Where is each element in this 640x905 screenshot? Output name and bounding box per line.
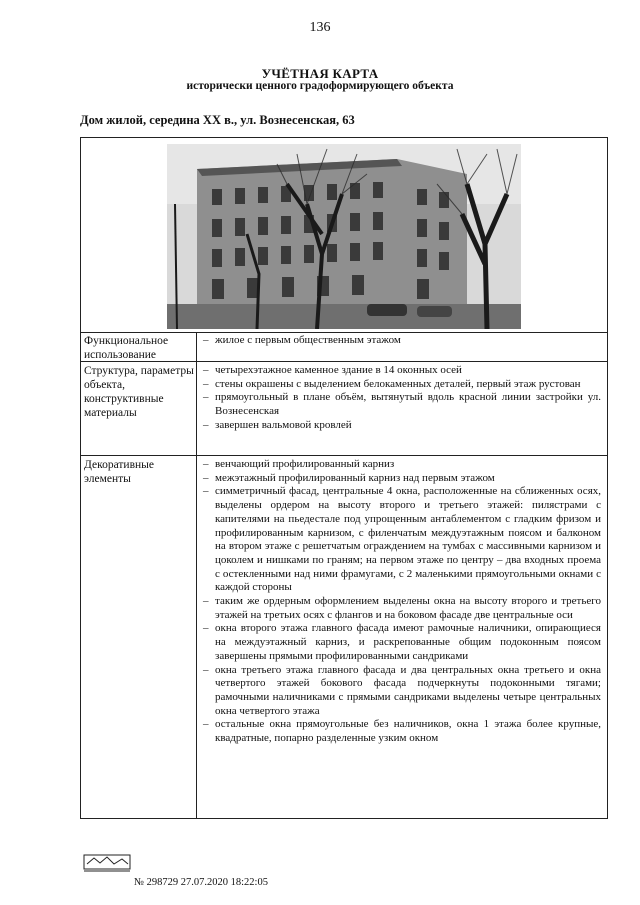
document-number: № 298729 27.07.2020 18:22:05: [134, 877, 268, 888]
column-divider: [196, 332, 197, 361]
column-divider: [196, 362, 197, 455]
list-item: – таким же ордерным оформлением выделены окна на высоту второго и третьего этажей на третьих осях с флангов и на боковом фасаде две центральные оси: [203, 595, 601, 622]
page-number: 136: [309, 20, 331, 35]
card-subtitle: исторически ценного градоформирующего объекта: [186, 80, 454, 92]
row-structure: [81, 362, 607, 456]
registry-stamp-icon: [82, 852, 146, 874]
list-item: – стены окрашены с выделением белокаменных деталей, первый этаж рустован: [203, 378, 601, 392]
list-item: – окна третьего этажа главного фасада и два центральных окна третьего и окна четвертого этажей бокового фасада подчеркнуты подоконными тягами; рамочными наличниками с прямыми сандриками выделены четыре центральных окна четвертого этажа: [203, 664, 601, 719]
list-item: – четырехэтажное каменное здание в 14 оконных осей: [203, 364, 601, 378]
row-items: [203, 364, 601, 433]
building-photo-drawing: [167, 144, 521, 329]
list-item: – окна второго этажа главного фасада имеют рамочные наличники, опирающиеся на междуэтажный карниз, и раскрепованные общим подоконным поясом завершены прямыми профилированными сандриками: [203, 622, 601, 663]
list-item: – прямоугольный в плане объём, вытянутый вдоль красной линии застройки ул. Вознесенская: [203, 391, 601, 418]
row-label: Декоративные элементы: [84, 459, 154, 485]
row-label: Структура, параметры объекта, конструктивные материалы: [84, 365, 194, 419]
row-items: [203, 334, 601, 348]
list-item: – завершен вальмовой кровлей: [203, 419, 601, 433]
list-item: – венчающий профилированный карниз: [203, 458, 601, 472]
row-functional-use: [81, 332, 607, 362]
building-photo: [167, 144, 521, 329]
list-item: – межэтажный профилированный карниз над первым этажом: [203, 472, 601, 486]
row-label: Функциональное использование: [84, 335, 169, 361]
card-title: УЧЁТНАЯ КАРТА: [261, 66, 379, 81]
object-name: Дом жилой, середина XX в., ул. Вознесенская, 63: [80, 113, 355, 127]
record-card-table: [80, 137, 608, 819]
column-divider: [196, 456, 197, 818]
list-item: – симметричный фасад, центральные 4 окна, расположенные на сближенных осях, выделены ордером на высоту второго и третьего этажей: пилястрами с капителями на пьедестале под упрощенным антаблементом с гладким фризом и профилированным карнизом, с филенчатым междуэтажным поясом и балконом на втором этаже с решетчатым ограждением на тумбах с массивными карнизом и цоколем и нишками по граням; на первом этаже по центру – два входных проема с остекленными над ними фрамугами, с 2 маленькими прямоугольными окнами с каждой стороны: [203, 485, 601, 595]
row-items: [203, 458, 601, 746]
list-item: – жилое с первым общественным этажом: [203, 334, 601, 348]
photo-cell: [81, 138, 607, 333]
row-decorative: [81, 456, 607, 818]
list-item: – остальные окна прямоугольные без наличников, окна 1 этажа более крупные, квадратные, попарно разделенные узким окном: [203, 718, 601, 745]
